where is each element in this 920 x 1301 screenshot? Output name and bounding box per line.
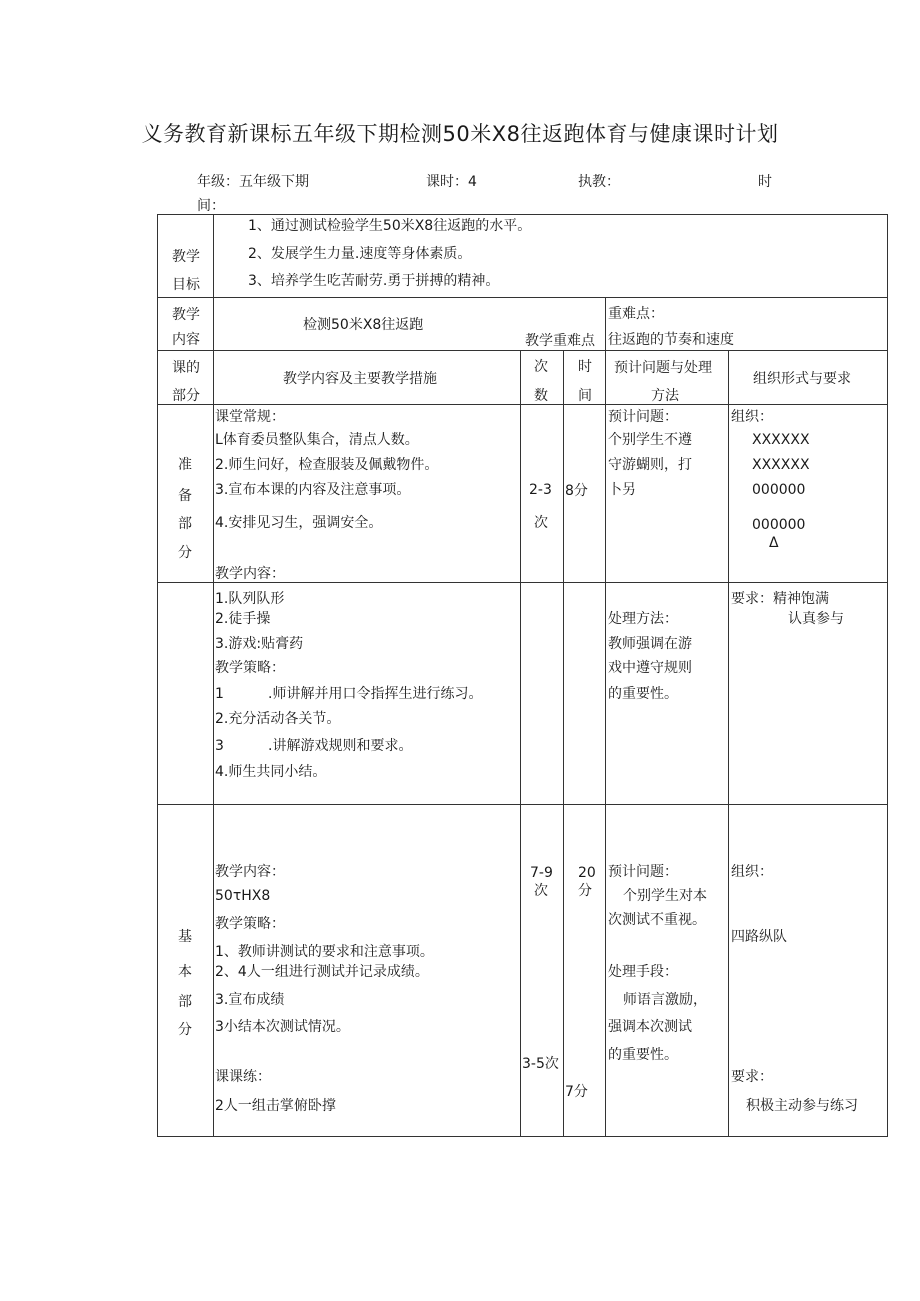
drill-time: 7分 bbox=[565, 1084, 588, 1100]
drill-count: 3-5次 bbox=[522, 1056, 559, 1072]
basic-problem: 师语言激励， bbox=[623, 992, 707, 1008]
goals-label-cont: 目标 bbox=[172, 277, 200, 293]
warmup-line-num: 1 bbox=[215, 686, 224, 702]
prep-problem: 卜另 bbox=[608, 482, 636, 498]
prep-line: L体育委员整队集合，清点人数。 bbox=[215, 432, 419, 448]
warmup-problem: 处理方法： bbox=[608, 611, 678, 627]
prep-problem: 守游蝴则，打 bbox=[608, 457, 692, 473]
prep-line: 课堂常规： bbox=[215, 409, 285, 425]
basic-line: 3.宣布成绩 bbox=[215, 992, 285, 1008]
teacher-triangle-icon: Δ bbox=[769, 535, 779, 551]
prep-time: 8分 bbox=[565, 483, 588, 499]
basic-line: 教学策略： bbox=[215, 916, 285, 932]
prep-problem: 预计问题： bbox=[608, 409, 678, 425]
warmup-org: 认真参与 bbox=[788, 611, 844, 627]
basic-org: 组织： bbox=[731, 864, 773, 880]
goal-item: 3、培养学生吃苦耐劳.勇于拼搏的精神。 bbox=[248, 273, 500, 289]
basic-part-char: 部 bbox=[178, 994, 192, 1010]
header-organization: 组织形式与要求 bbox=[753, 371, 851, 387]
basic-line: 教学内容： bbox=[215, 864, 285, 880]
content-label-cont: 内容 bbox=[172, 332, 200, 348]
basic-part-char: 分 bbox=[178, 1022, 192, 1038]
header-time: 时 bbox=[578, 359, 592, 375]
prep-line: 2.师生问好，检查服装及佩戴物件。 bbox=[215, 457, 439, 473]
prep-count-cont: 次 bbox=[534, 515, 548, 531]
basic-org: 四路纵队 bbox=[731, 929, 787, 945]
prep-org: 组织： bbox=[731, 409, 773, 425]
key-points-label: 教学重难点 bbox=[525, 333, 595, 349]
basic-line: 2、4人一组进行测试并记录成绩。 bbox=[215, 964, 429, 980]
prep-line: 3.宣布本课的内容及注意事项。 bbox=[215, 482, 411, 498]
goals-label: 教学 bbox=[172, 249, 200, 265]
difficulty-label: 重难点： bbox=[608, 306, 664, 322]
basic-time-cont: 分 bbox=[578, 883, 592, 899]
basic-line: 3小结本次测试情况。 bbox=[215, 1019, 350, 1035]
prep-line: 4.安排见习生，强调安全。 bbox=[215, 515, 383, 531]
page-title: 义务教育新课标五年级下期检测50米X8往返跑体育与健康课时计划 bbox=[141, 122, 779, 146]
prep-org-formation: XXXXXX bbox=[752, 457, 810, 473]
warmup-line-num: 3 bbox=[215, 738, 224, 754]
prep-line: 教学内容： bbox=[215, 566, 285, 582]
header-part: 课的 bbox=[172, 360, 200, 376]
warmup-line: .讲解游戏规则和要求。 bbox=[268, 738, 413, 754]
basic-line: 课课练： bbox=[215, 1069, 271, 1085]
warmup-org: 要求：精神饱满 bbox=[731, 591, 829, 607]
basic-problem: 预计问题： bbox=[608, 864, 678, 880]
header-problems: 预计问题与处理 bbox=[614, 360, 712, 376]
basic-problem: 个别学生对本 bbox=[623, 888, 707, 904]
basic-part-char: 基 bbox=[178, 929, 192, 945]
time-label: 时 bbox=[758, 174, 772, 190]
warmup-line: 4.师生共同小结。 bbox=[215, 764, 327, 780]
basic-problem: 强调本次测试 bbox=[608, 1019, 692, 1035]
warmup-line: .师讲解并用口令指挥生进行练习。 bbox=[268, 686, 483, 702]
basic-org: 要求： bbox=[731, 1069, 773, 1085]
difficulty-value: 往返跑的节奏和速度 bbox=[608, 332, 734, 348]
basic-count-cont: 次 bbox=[534, 883, 548, 899]
header-time-cont: 间 bbox=[578, 388, 592, 404]
warmup-line: 2.徒手操 bbox=[215, 611, 271, 627]
prep-org-formation: 000000 bbox=[752, 517, 806, 533]
basic-line: 1、教师讲测试的要求和注意事项。 bbox=[215, 944, 434, 960]
prep-part-char: 准 bbox=[178, 457, 192, 473]
basic-part-char: 本 bbox=[178, 964, 192, 980]
prep-count: 2-3 bbox=[529, 482, 552, 498]
warmup-problem: 教师强调在游 bbox=[608, 636, 692, 652]
basic-time: 20 bbox=[578, 865, 596, 881]
basic-count: 7-9 bbox=[530, 865, 553, 881]
header-count: 次 bbox=[534, 359, 548, 375]
prep-org-formation: XXXXXX bbox=[752, 432, 810, 448]
basic-problem: 的重要性。 bbox=[608, 1047, 678, 1063]
prep-part-char: 分 bbox=[178, 545, 192, 561]
prep-part-char: 备 bbox=[178, 488, 192, 504]
header-count-cont: 数 bbox=[534, 388, 548, 404]
content-label: 教学 bbox=[172, 307, 200, 323]
warmup-line: 教学策略： bbox=[215, 660, 285, 676]
basic-problem: 处理手段： bbox=[608, 964, 678, 980]
basic-line: 50τHX8 bbox=[215, 888, 271, 904]
warmup-line: 1.队列队形 bbox=[215, 591, 285, 607]
warmup-problem: 的重要性。 bbox=[608, 686, 678, 702]
prep-problem: 个别学生不遵 bbox=[608, 432, 692, 448]
warmup-problem: 戏中遵守规则 bbox=[608, 660, 692, 676]
prep-org-formation: 000000 bbox=[752, 482, 806, 498]
basic-line: 2人一组击掌俯卧撑 bbox=[215, 1098, 336, 1114]
prep-part-char: 部 bbox=[178, 516, 192, 532]
basic-problem: 次测试不重视。 bbox=[608, 912, 706, 928]
warmup-line: 2.充分活动各关节。 bbox=[215, 711, 341, 727]
goal-item: 2、发展学生力量.速度等身体素质。 bbox=[248, 246, 472, 262]
teacher-label: 执教： bbox=[578, 174, 620, 190]
header-problems-cont: 方法 bbox=[651, 388, 679, 404]
header-content: 教学内容及主要教学措施 bbox=[283, 371, 437, 387]
grade-label: 年级：五年级下期 bbox=[197, 174, 309, 190]
period-label: 课时：4 bbox=[426, 174, 477, 190]
basic-org: 积极主动参与练习 bbox=[746, 1098, 858, 1114]
warmup-line: 3.游戏:贴膏药 bbox=[215, 636, 304, 652]
goal-item: 1、通过测试检验学生50米X8往返跑的水平。 bbox=[248, 218, 532, 234]
time-label-cont: 间： bbox=[197, 198, 225, 214]
header-part-cont: 部分 bbox=[172, 388, 200, 404]
teaching-content: 检测50米X8往返跑 bbox=[303, 317, 424, 333]
